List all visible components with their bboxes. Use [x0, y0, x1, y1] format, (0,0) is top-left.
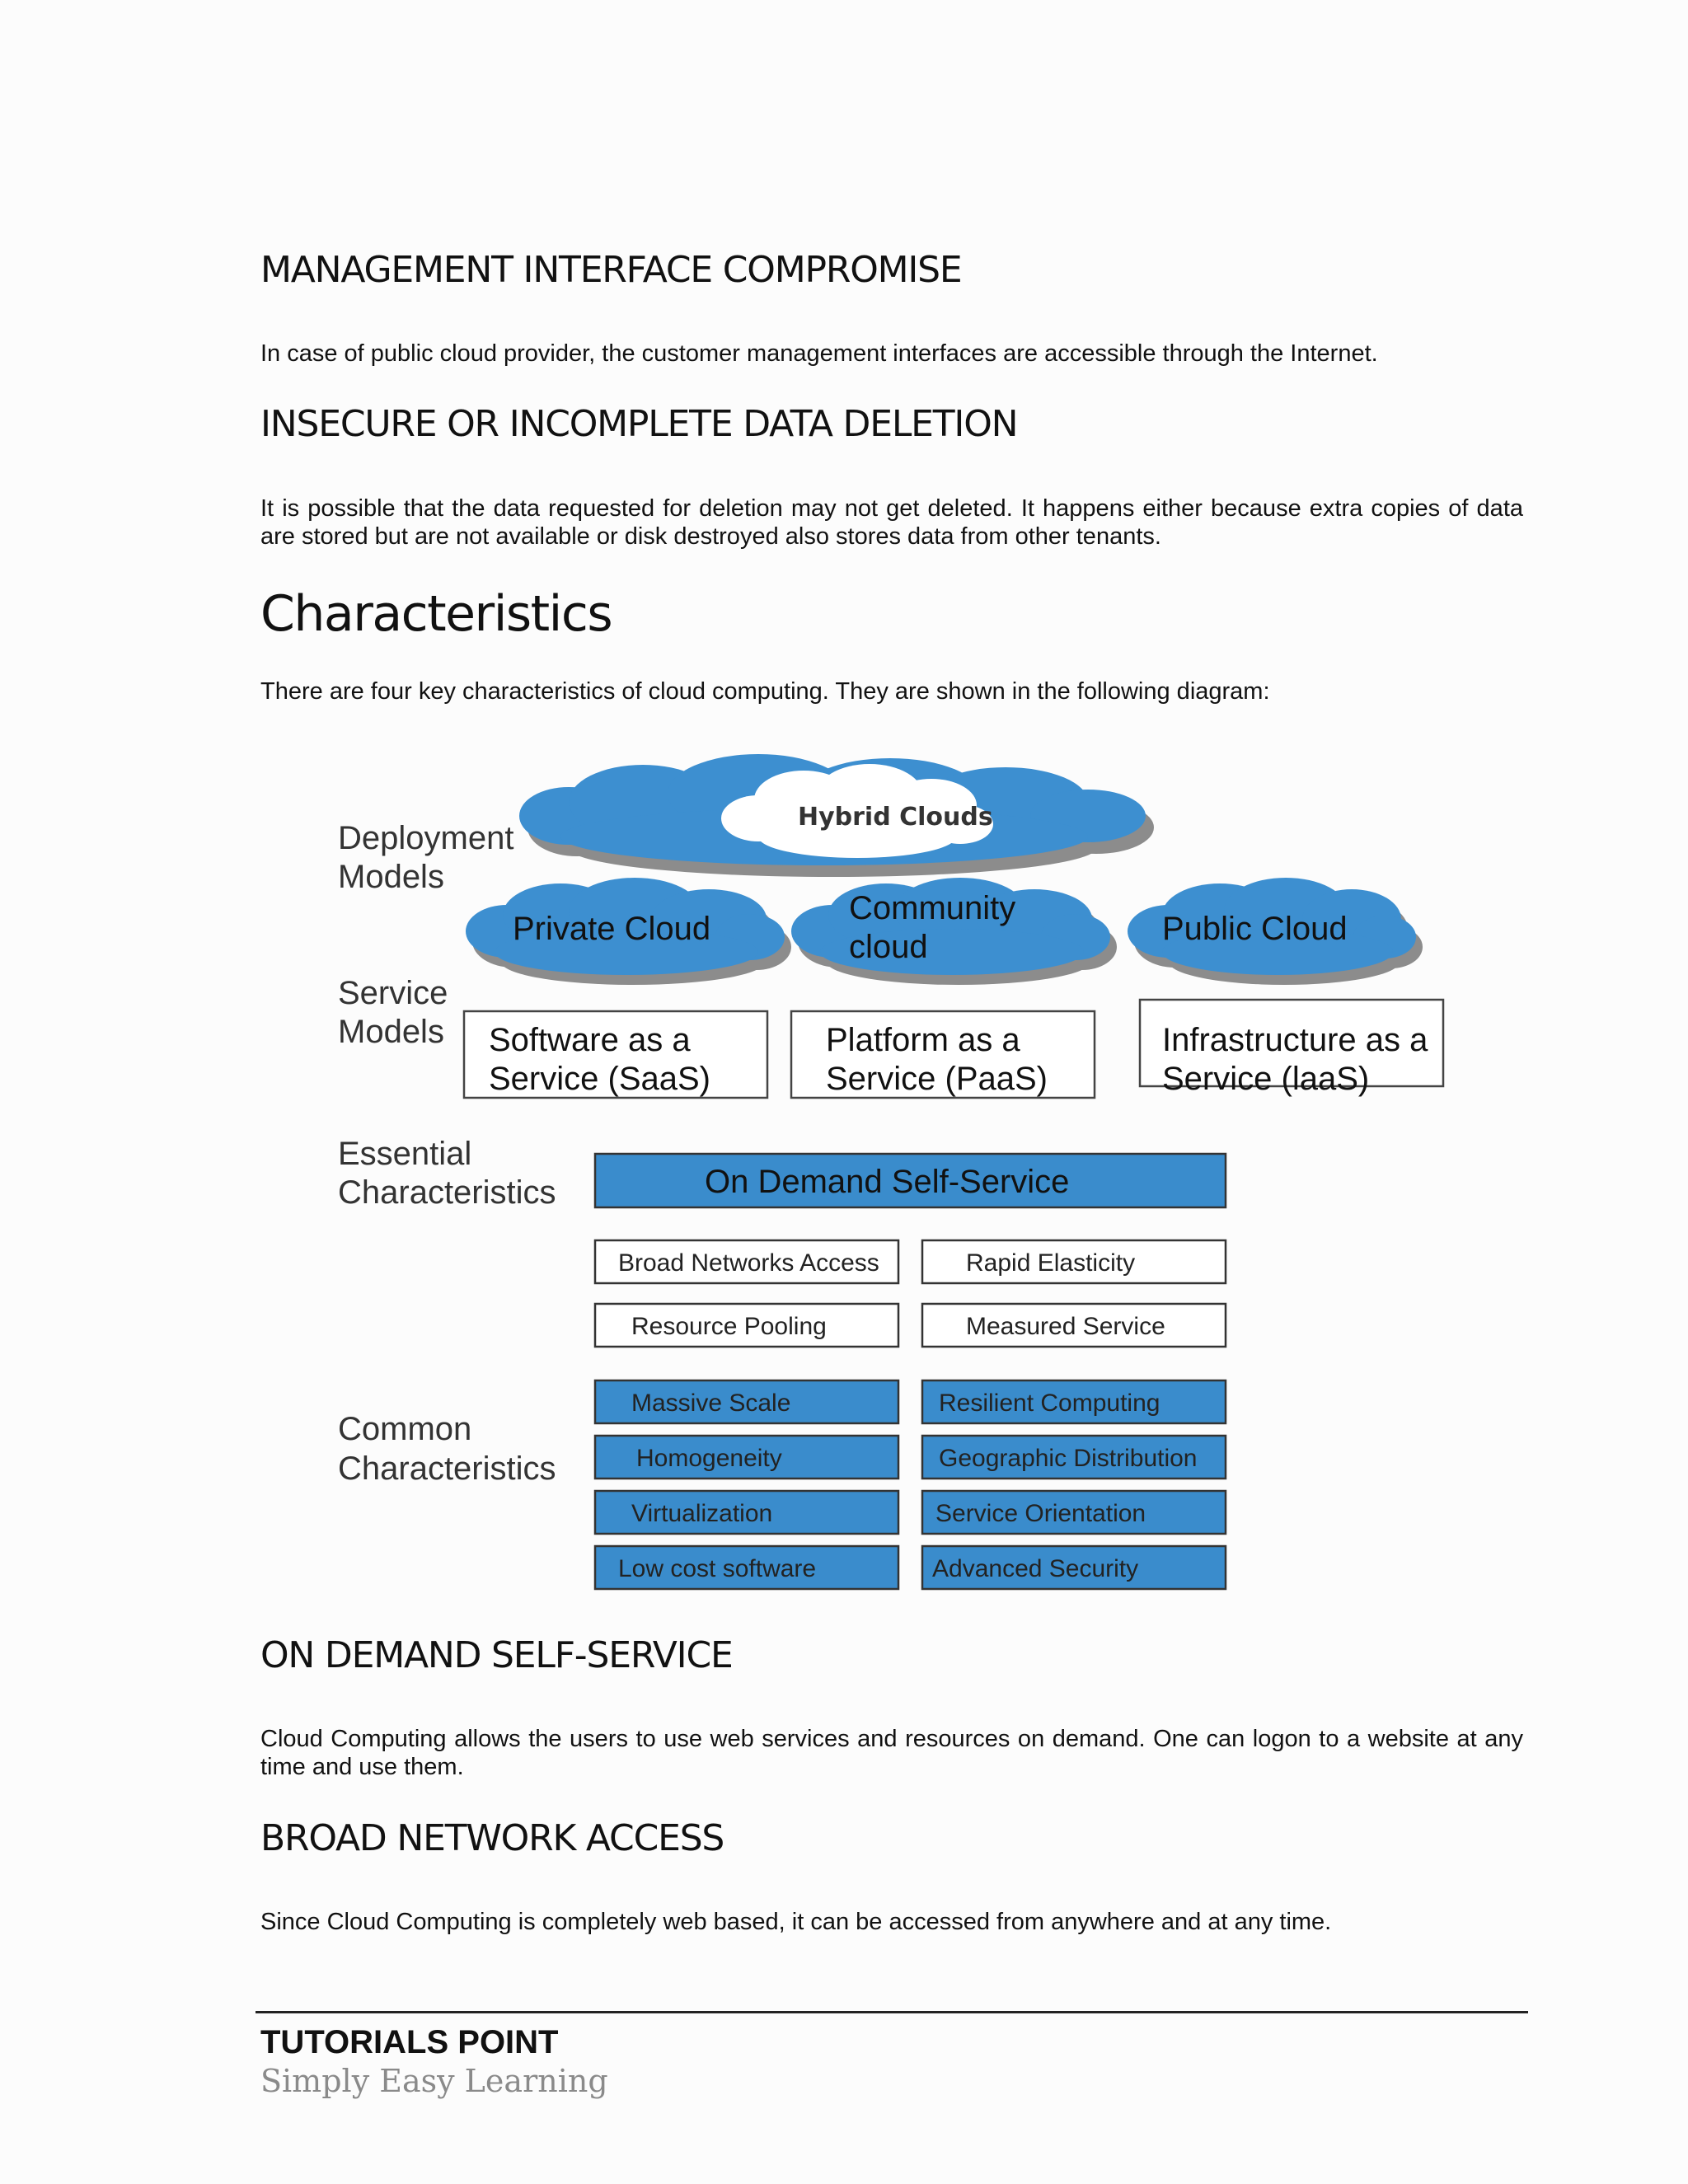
paas-label-line2: Service (PaaS) — [826, 1061, 1048, 1097]
homogeneity-label: Homogeneity — [636, 1445, 782, 1472]
iaas-box — [1140, 1000, 1443, 1097]
resilient-computing-label: Resilient Computing — [939, 1390, 1160, 1417]
low-cost-software-box — [595, 1546, 898, 1589]
virtualization-box — [595, 1491, 898, 1534]
broad-networks-access-label: Broad Networks Access — [618, 1249, 879, 1277]
resource-pooling-label: Resource Pooling — [631, 1313, 827, 1340]
label-essential-characteristics-line2: Characteristics — [338, 1174, 556, 1211]
public-cloud-label: Public Cloud — [1162, 911, 1348, 947]
label-deployment-models-line2: Models — [338, 859, 444, 895]
community-cloud-label-line2: cloud — [849, 929, 928, 965]
hybrid-clouds-label: Hybrid Clouds — [798, 803, 993, 832]
private-cloud-label: Private Cloud — [513, 911, 711, 947]
resilient-computing-box — [922, 1380, 1226, 1423]
section-heading-management-interface: MANAGEMENT INTERFACE COMPROMISE — [260, 249, 962, 291]
label-essential-characteristics-line1: Essential — [338, 1136, 472, 1172]
label-common-characteristics-line2: Characteristics — [338, 1451, 556, 1487]
private-cloud — [466, 878, 791, 985]
advanced-security-label: Advanced Security — [932, 1555, 1139, 1582]
advanced-security-box — [922, 1546, 1226, 1589]
paragraph-characteristics-intro: There are four key characteristics of cloud computing. They are shown in the following diagram: — [260, 678, 1270, 705]
geographic-distribution-box — [922, 1436, 1226, 1479]
homogeneity-box — [595, 1436, 898, 1479]
low-cost-software-label: Low cost software — [618, 1555, 817, 1582]
rapid-elasticity-box — [922, 1240, 1226, 1283]
label-deployment-models-line1: Deployment — [338, 820, 514, 856]
footer-tagline: Simply Easy Learning — [260, 2063, 608, 2099]
massive-scale-box — [595, 1380, 898, 1423]
diagram-svg — [321, 754, 1459, 1599]
broad-networks-access-box — [595, 1240, 898, 1283]
paas-label-line1: Platform as a — [826, 1022, 1020, 1058]
rapid-elasticity-label: Rapid Elasticity — [966, 1249, 1136, 1277]
paas-box — [791, 1011, 1095, 1098]
community-cloud — [791, 878, 1117, 985]
paragraph-broad-network: Since Cloud Computing is completely web based, it can be accessed from anywhere and at any time. — [260, 1909, 1332, 1935]
footer-divider — [256, 2011, 1528, 2013]
section-heading-data-deletion: INSECURE OR INCOMPLETE DATA DELETION — [260, 403, 1018, 445]
massive-scale-label: Massive Scale — [631, 1390, 791, 1417]
label-common-characteristics-line1: Common — [338, 1411, 472, 1447]
public-cloud — [1128, 878, 1423, 985]
hybrid-clouds-cloud — [519, 754, 1154, 877]
geographic-distribution-label: Geographic Distribution — [939, 1445, 1198, 1472]
saas-box — [464, 1011, 767, 1098]
paragraph-management-interface: In case of public cloud provider, the customer management interfaces are accessible through the Internet. — [260, 340, 1378, 367]
iaas-label-line2: Service (laaS) — [1162, 1061, 1370, 1097]
page-title-characteristics: Characteristics — [260, 585, 612, 643]
label-service-models-line1: Service — [338, 975, 448, 1011]
service-orientation-label: Service Orientation — [935, 1500, 1146, 1527]
section-heading-broad-network: BROAD NETWORK ACCESS — [260, 1817, 724, 1859]
measured-service-box — [922, 1304, 1226, 1347]
iaas-label-line1: Infrastructure as a — [1162, 1022, 1428, 1058]
footer-brand: TUTORIALS POINT — [260, 2024, 559, 2060]
on-demand-self-service-label: On Demand Self-Service — [705, 1164, 1070, 1200]
saas-label-line1: Software as a — [489, 1022, 691, 1058]
community-cloud-label-line1: Community — [849, 890, 1016, 926]
paragraph-on-demand: Cloud Computing allows the users to use web services and resources on demand. One can logon to a website at any time and use them. — [260, 1726, 1523, 1780]
label-service-models-line2: Models — [338, 1014, 444, 1050]
service-orientation-box — [922, 1491, 1226, 1534]
saas-label-line2: Service (SaaS) — [489, 1061, 710, 1097]
cloud-characteristics-diagram — [321, 754, 1459, 1599]
paragraph-data-deletion: It is possible that the data requested for deletion may not get deleted. It happens either because extra copies of data are stored but are not available or disk destroyed also stores data from other tenants. — [260, 495, 1523, 550]
measured-service-label: Measured Service — [966, 1313, 1165, 1340]
on-demand-self-service-box — [595, 1154, 1226, 1207]
virtualization-label: Virtualization — [631, 1500, 773, 1527]
resource-pooling-box — [595, 1304, 898, 1347]
section-heading-on-demand: ON DEMAND SELF-SERVICE — [260, 1634, 733, 1676]
